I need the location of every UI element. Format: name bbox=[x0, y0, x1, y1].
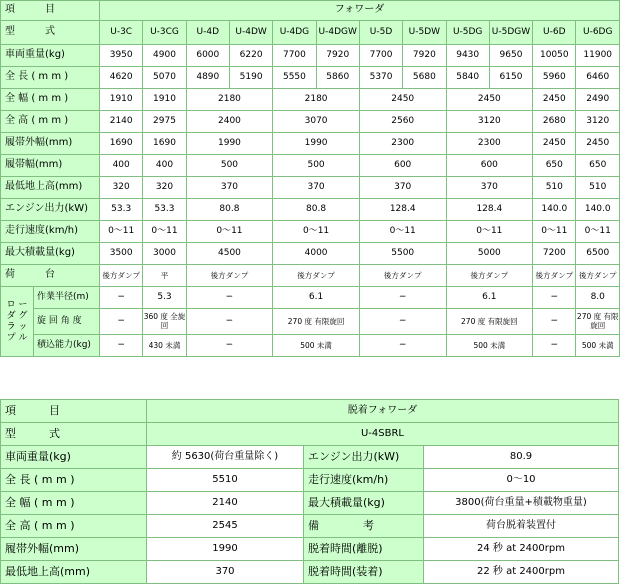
value-cell: 7920 bbox=[316, 45, 359, 67]
value-cell: 6.1 bbox=[273, 287, 360, 309]
model-cell: U-5DW bbox=[403, 21, 446, 45]
value-cell: 2180 bbox=[273, 89, 360, 111]
value-cell: 7700 bbox=[273, 45, 316, 67]
value-cell: 5510 bbox=[147, 469, 304, 492]
engine-row bbox=[1, 199, 620, 221]
value-cell: 650 bbox=[533, 155, 576, 177]
model-cell: U-6DG bbox=[576, 21, 620, 45]
value-cell: 0〜11 bbox=[446, 221, 533, 243]
value-cell: 140.0 bbox=[576, 199, 620, 221]
value-cell: 後方ダンプ bbox=[576, 265, 620, 287]
row-label: 履帯幅(mm) bbox=[1, 155, 100, 177]
value-cell: 1690 bbox=[100, 133, 143, 155]
value-cell: 8.0 bbox=[576, 287, 620, 309]
track-outer-row bbox=[1, 133, 620, 155]
value-cell: 2450 bbox=[533, 89, 576, 111]
value-cell: 370 bbox=[147, 561, 304, 584]
value-cell: 600 bbox=[446, 155, 533, 177]
value-cell: 6460 bbox=[576, 67, 620, 89]
t2-row bbox=[1, 561, 619, 584]
value-cell: 6500 bbox=[576, 243, 620, 265]
value-cell: 128.4 bbox=[446, 199, 533, 221]
value-cell: 5070 bbox=[143, 67, 186, 89]
item-header: 項 目 bbox=[1, 400, 147, 423]
table-title: フォワーダ bbox=[100, 1, 620, 21]
value-cell: 5000 bbox=[446, 243, 533, 265]
value-cell: 0〜11 bbox=[359, 221, 446, 243]
row-label: 脱着時間(装着) bbox=[304, 561, 424, 584]
row-label: 走行速度(km/h) bbox=[304, 469, 424, 492]
value-cell: 5550 bbox=[273, 67, 316, 89]
value-cell: 6220 bbox=[229, 45, 272, 67]
value-cell: 600 bbox=[359, 155, 446, 177]
value-cell: 5500 bbox=[359, 243, 446, 265]
value-cell: 5370 bbox=[359, 67, 402, 89]
value-cell: 2450 bbox=[359, 89, 446, 111]
model-cell: U-5DG bbox=[446, 21, 489, 45]
value-cell: 2300 bbox=[446, 133, 533, 155]
value-cell: 4620 bbox=[100, 67, 143, 89]
value-cell: 1990 bbox=[186, 133, 273, 155]
row-label: 全 高 ( m m ) bbox=[1, 111, 100, 133]
row-label: 荷 台 bbox=[1, 265, 100, 287]
value-cell: 9430 bbox=[446, 45, 489, 67]
value-cell: 53.3 bbox=[143, 199, 186, 221]
value-cell: 2545 bbox=[147, 515, 304, 538]
value-cell: 10050 bbox=[533, 45, 576, 67]
value-cell: − bbox=[100, 309, 143, 335]
value-cell: 後方ダンプ bbox=[446, 265, 533, 287]
model-cell: U-5DGW bbox=[489, 21, 532, 45]
value-cell: 6.1 bbox=[446, 287, 533, 309]
t2-header-row bbox=[1, 400, 619, 423]
value-cell: 11900 bbox=[576, 45, 620, 67]
row-label: 走行速度(km/h) bbox=[1, 221, 100, 243]
grapple-capacity-row bbox=[1, 335, 620, 357]
max-load-row bbox=[1, 243, 620, 265]
row-label: 全 幅 ( m m ) bbox=[1, 492, 147, 515]
value-cell: − bbox=[186, 309, 273, 335]
value-cell: 500 未満 bbox=[273, 335, 360, 357]
row-label: 車両重量(kg) bbox=[1, 45, 100, 67]
loader-grapple-group-label bbox=[1, 287, 34, 357]
value-cell: 320 bbox=[143, 177, 186, 199]
value-cell: 1910 bbox=[143, 89, 186, 111]
value-cell: 4000 bbox=[273, 243, 360, 265]
value-cell: − bbox=[359, 287, 446, 309]
value-cell: 2400 bbox=[186, 111, 273, 133]
value-cell: 500 未満 bbox=[576, 335, 620, 357]
value-cell: 510 bbox=[576, 177, 620, 199]
value-cell: 360 度 全旋回 bbox=[143, 309, 186, 335]
item-header: 項 目 bbox=[1, 1, 100, 21]
model-cell: U-3C bbox=[100, 21, 143, 45]
value-cell: 3800(荷台重量+積載物重量) bbox=[424, 492, 619, 515]
value-cell: 0〜11 bbox=[576, 221, 620, 243]
group-label-text: ロ ー ダ グ ラ ッ プ ル bbox=[6, 299, 28, 343]
value-cell: 3120 bbox=[576, 111, 620, 133]
value-cell: 平 bbox=[143, 265, 186, 287]
t2-row bbox=[1, 446, 619, 469]
value-cell: 1910 bbox=[100, 89, 143, 111]
row-label: 最大積載量(kg) bbox=[1, 243, 100, 265]
row-label: 脱着時間(離脱) bbox=[304, 538, 424, 561]
value-cell: 80.9 bbox=[424, 446, 619, 469]
value-cell: 270 度 有限旋回 bbox=[273, 309, 360, 335]
track-width-row bbox=[1, 155, 620, 177]
value-cell: 2300 bbox=[359, 133, 446, 155]
value-cell: 2680 bbox=[533, 111, 576, 133]
value-cell: 500 未満 bbox=[446, 335, 533, 357]
value-cell: 3070 bbox=[273, 111, 360, 133]
value-cell: 3950 bbox=[100, 45, 143, 67]
table-title: 脱着フォワーダ bbox=[147, 400, 619, 423]
width-row bbox=[1, 89, 620, 111]
row-label: 全 高 ( m m ) bbox=[1, 515, 147, 538]
model-cell: U-5D bbox=[359, 21, 402, 45]
height-row bbox=[1, 111, 620, 133]
value-cell: 500 bbox=[273, 155, 360, 177]
row-label: 最低地上高(mm) bbox=[1, 177, 100, 199]
row-label: 履帯外幅(mm) bbox=[1, 538, 147, 561]
value-cell: 5190 bbox=[229, 67, 272, 89]
value-cell: 128.4 bbox=[359, 199, 446, 221]
value-cell: 3500 bbox=[100, 243, 143, 265]
value-cell: 約 5630(荷台重量除く) bbox=[147, 446, 304, 469]
value-cell: 後方ダンプ bbox=[359, 265, 446, 287]
value-cell: 0〜11 bbox=[143, 221, 186, 243]
value-cell: 4500 bbox=[186, 243, 273, 265]
value-cell: − bbox=[533, 309, 576, 335]
row-label: 履帯外幅(mm) bbox=[1, 133, 100, 155]
value-cell: − bbox=[359, 309, 446, 335]
value-cell: 4900 bbox=[143, 45, 186, 67]
length-row bbox=[1, 67, 620, 89]
value-cell: 2450 bbox=[576, 133, 620, 155]
value-cell: 6000 bbox=[186, 45, 229, 67]
value-cell: 270 度 有限旋回 bbox=[446, 309, 533, 335]
clearance-row bbox=[1, 177, 620, 199]
model-cell: U-4DGW bbox=[316, 21, 359, 45]
value-cell: 370 bbox=[446, 177, 533, 199]
value-cell: 3000 bbox=[143, 243, 186, 265]
value-cell: − bbox=[533, 287, 576, 309]
model-cell: U-6D bbox=[533, 21, 576, 45]
value-cell: − bbox=[100, 287, 143, 309]
row-label: 全 長 ( m m ) bbox=[1, 67, 100, 89]
value-cell: 270 度 有限旋回 bbox=[576, 309, 620, 335]
row-label: エンジン出力(kW) bbox=[1, 199, 100, 221]
value-cell: 荷台脱着装置付 bbox=[424, 515, 619, 538]
value-cell: 9650 bbox=[489, 45, 532, 67]
t2-row bbox=[1, 515, 619, 538]
value-cell: 4890 bbox=[186, 67, 229, 89]
t2-row bbox=[1, 492, 619, 515]
model-cell: U-4D bbox=[186, 21, 229, 45]
value-cell: − bbox=[186, 335, 273, 357]
value-cell: 320 bbox=[100, 177, 143, 199]
value-cell: 370 bbox=[273, 177, 360, 199]
t2-model-row bbox=[1, 423, 619, 446]
value-cell: 80.8 bbox=[273, 199, 360, 221]
value-cell: 1990 bbox=[147, 538, 304, 561]
value-cell: 500 bbox=[186, 155, 273, 177]
row-label: 最大積載量(kg) bbox=[304, 492, 424, 515]
value-cell: 400 bbox=[143, 155, 186, 177]
value-cell: 1990 bbox=[273, 133, 360, 155]
row-label: 全 幅 ( m m ) bbox=[1, 89, 100, 111]
value-cell: 140.0 bbox=[533, 199, 576, 221]
value-cell: − bbox=[186, 287, 273, 309]
value-cell: 7700 bbox=[359, 45, 402, 67]
value-cell: 2140 bbox=[147, 492, 304, 515]
model-row bbox=[1, 21, 620, 45]
value-cell: 後方ダンプ bbox=[186, 265, 273, 287]
value-cell: 5680 bbox=[403, 67, 446, 89]
row-label: 全 長 ( m m ) bbox=[1, 469, 147, 492]
value-cell: 53.3 bbox=[100, 199, 143, 221]
value-cell: 5840 bbox=[446, 67, 489, 89]
model-cell: U-4DG bbox=[273, 21, 316, 45]
model-cell: U-4DW bbox=[229, 21, 272, 45]
type-header: 型 式 bbox=[1, 423, 147, 446]
row-label: 備 考 bbox=[304, 515, 424, 538]
value-cell: 2560 bbox=[359, 111, 446, 133]
detachable-forwarder-spec-table bbox=[0, 399, 619, 584]
value-cell: 370 bbox=[186, 177, 273, 199]
value-cell: 7200 bbox=[533, 243, 576, 265]
value-cell: − bbox=[100, 335, 143, 357]
value-cell: 24 秒 at 2400rpm bbox=[424, 538, 619, 561]
type-header: 型 式 bbox=[1, 21, 100, 45]
value-cell: 370 bbox=[359, 177, 446, 199]
value-cell: 0〜11 bbox=[100, 221, 143, 243]
value-cell: 510 bbox=[533, 177, 576, 199]
row-label: 旋 回 角 度 bbox=[34, 309, 100, 335]
grapple-radius-row bbox=[1, 287, 620, 309]
value-cell: 7920 bbox=[403, 45, 446, 67]
value-cell: 5860 bbox=[316, 67, 359, 89]
value-cell: 後方ダンプ bbox=[533, 265, 576, 287]
value-cell: 2450 bbox=[533, 133, 576, 155]
value-cell: 0〜11 bbox=[533, 221, 576, 243]
value-cell: 6150 bbox=[489, 67, 532, 89]
model-cell: U-3CG bbox=[143, 21, 186, 45]
value-cell: 0〜10 bbox=[424, 469, 619, 492]
value-cell: 400 bbox=[100, 155, 143, 177]
t2-row bbox=[1, 538, 619, 561]
model-cell: U-4SBRL bbox=[147, 423, 619, 446]
value-cell: 22 秒 at 2400rpm bbox=[424, 561, 619, 584]
speed-row bbox=[1, 221, 620, 243]
weight-row bbox=[1, 45, 620, 67]
row-label: 最低地上高(mm) bbox=[1, 561, 147, 584]
value-cell: 430 未満 bbox=[143, 335, 186, 357]
value-cell: 後方ダンプ bbox=[100, 265, 143, 287]
value-cell: 1690 bbox=[143, 133, 186, 155]
value-cell: 5.3 bbox=[143, 287, 186, 309]
row-label: エンジン出力(kW) bbox=[304, 446, 424, 469]
value-cell: 0〜11 bbox=[186, 221, 273, 243]
value-cell: 2490 bbox=[576, 89, 620, 111]
value-cell: 2180 bbox=[186, 89, 273, 111]
grapple-rotation-row bbox=[1, 309, 620, 335]
value-cell: 0〜11 bbox=[273, 221, 360, 243]
bed-row bbox=[1, 265, 620, 287]
value-cell: − bbox=[359, 335, 446, 357]
value-cell: 後方ダンプ bbox=[273, 265, 360, 287]
value-cell: 5960 bbox=[533, 67, 576, 89]
value-cell: 650 bbox=[576, 155, 620, 177]
row-label: 車両重量(kg) bbox=[1, 446, 147, 469]
row-label: 積込能力(kg) bbox=[34, 335, 100, 357]
value-cell: − bbox=[533, 335, 576, 357]
row-label: 作業半径(m) bbox=[34, 287, 100, 309]
value-cell: 80.8 bbox=[186, 199, 273, 221]
value-cell: 2975 bbox=[143, 111, 186, 133]
value-cell: 3120 bbox=[446, 111, 533, 133]
value-cell: 2140 bbox=[100, 111, 143, 133]
t2-row bbox=[1, 469, 619, 492]
value-cell: 2450 bbox=[446, 89, 533, 111]
